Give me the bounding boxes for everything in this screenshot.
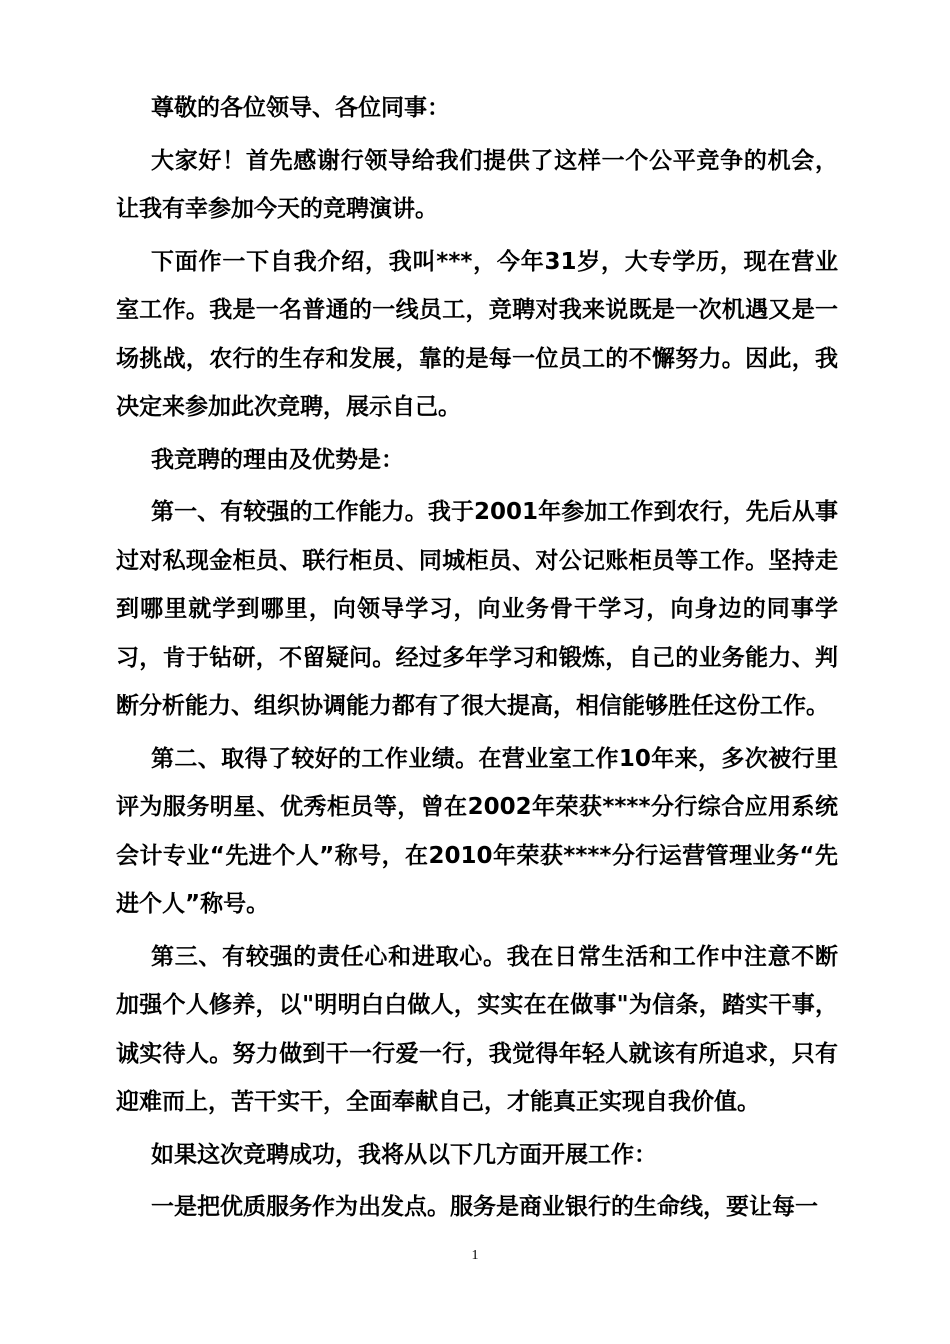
reason-two-paragraph: 第二、取得了较好的工作业绩。在营业室工作10年来，多次被行里评为服务明星、优秀柜员等，曾在2002年荣获****分行综合应用系统会计专业“先进个人”称号，在2010年荣获****分行运营管理业务“先进个人”称号。 <box>116 745 838 917</box>
greeting-paragraph: 大家好！首先感谢行领导给我们提供了这样一个公平竞争的机会，让我有幸参加今天的竞聘演讲。 <box>116 147 838 222</box>
document-body <box>116 84 838 1236</box>
self-introduction-paragraph: 下面作一下自我介绍，我叫***，今年31岁，大专学历，现在营业室工作。我是一名普通的一线员工，竞聘对我来说既是一次机遇又是一场挑战，农行的生存和发展，靠的是每一位员工的不懈努力。因此，我决定来参加此次竞聘，展示自己。 <box>116 248 838 420</box>
plan-heading-paragraph: 如果这次竞聘成功，我将从以下几方面开展工作： <box>151 1141 657 1168</box>
reason-three-paragraph: 第三、有较强的责任心和进取心。我在日常生活和工作中注意不断加强个人修养，以"明明白白做人，实实在在做事"为信条，踏实干事，诚实待人。努力做到干一行爱一行，我觉得年轻人就该有所追求，只有迎难而上，苦干实干，全面奉献自己，才能真正实现自我价值。 <box>116 943 838 1115</box>
salutation-paragraph: 尊敬的各位领导、各位同事： <box>151 95 450 121</box>
plan-one-paragraph: 一是把优质服务作为出发点。服务是商业银行的生命线，要让每一 <box>151 1194 818 1220</box>
reason-one-paragraph: 第一、有较强的工作能力。我于2001年参加工作到农行，先后从事过对私现金柜员、联行柜员、同城柜员、对公记账柜员等工作。坚持走到哪里就学到哪里，向领导学习，向业务骨干学习，向身边的同事学习，肯于钻研，不留疑问。经过多年学习和锻炼，自己的业务能力、判断分析能力、组织协调能力都有了很大提高，相信能够胜任这份工作。 <box>116 499 838 719</box>
page-number: 1 <box>471 1248 479 1263</box>
reasons-heading-paragraph: 我竞聘的理由及优势是： <box>151 446 404 473</box>
